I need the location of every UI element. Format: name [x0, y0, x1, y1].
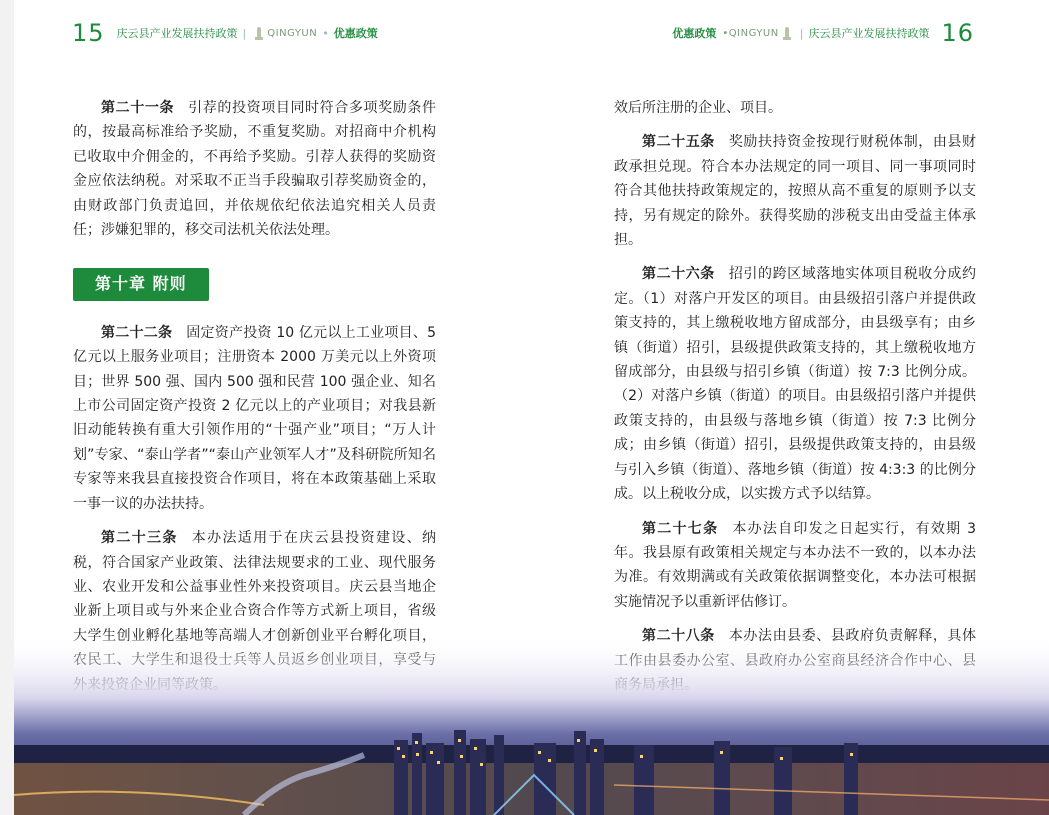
article-27	[614, 517, 976, 615]
chapter-heading: 第十章 附则	[73, 268, 209, 300]
right-column	[614, 96, 976, 707]
header-section-left: 优惠政策	[333, 27, 378, 40]
article-number: 第二十五条	[642, 134, 715, 151]
article-21	[73, 96, 436, 242]
page-edge	[0, 0, 14, 815]
tower-logo-icon	[783, 27, 791, 40]
article-number: 第二十一条	[101, 100, 175, 116]
header-dot-left: •	[322, 26, 329, 40]
article-text: 本办法适用于在庆云县投资建设、纳税，符合国家产业政策、法律法规要求的工业、现代服务业、农业开发和公益事业性外来投资项目。庆云县当地企业新上项目或与外来企业合资合作等方式新上项目，省级	[73, 530, 436, 620]
tower-logo-icon	[255, 27, 263, 40]
article-text: 奖励扶持资金按现行财税体制，由县财政承担兑现。符合本办法规定的同一项目、同一事项同时符合其他扶持政策规定的，按照从高不重复的原则予以支持，另有规定的除外。获得奖励的涉税支出由受益主体承担。	[614, 134, 977, 249]
article-number: 第二十二条	[101, 324, 173, 341]
article-text: 引荐的投资项目同时符合多项奖励条件的，按最高标准给予奖励，不重复奖励。对招商中介机构已收取中介佣金的，不再给予奖励。引荐人获得的奖励资金应依法纳税。对采取不正当手段骗取引荐奖励资金的，由财政部门负责追回，并依规依纪依法追究相关人员责任；涉嫌犯罪的，移交司法机关依法处理。	[73, 100, 437, 239]
article-text: 固定资产投资 10 亿元以上工业项目、5 亿元以上服务业项目；注册资本 2000 万美元以上外资项目；世界 500 强、国内 500 强和民营 100 强企业、知名上市公司固定资产投资 2 亿元以上的产业项目；对我县新旧动能转换有重大引领作用的“十强产业”项目；“万人计划”专家、“泰山学者”“泰山产业领军人才”及科研院所知名专家等来我县直接投资合作项目，将在本政策基础上采取一事一议的办法扶持。	[73, 324, 437, 512]
header-title-left: 庆云县产业发展扶持政策	[116, 27, 238, 40]
article-22	[73, 321, 436, 516]
header-separator-right: |	[799, 26, 804, 40]
header-left	[72, 18, 378, 48]
page-number-left: 15	[72, 19, 105, 47]
header-title-right: 庆云县产业发展扶持政策	[808, 27, 930, 40]
article-number: 第二十三条	[101, 530, 178, 547]
article-number: 第二十七条	[642, 520, 719, 537]
city-skyline-image	[14, 635, 1049, 815]
article-number: 第二十六条	[642, 266, 715, 283]
article-text: 本办法自印发之日起实行，有效期 3 年。我县原有政策相关规定与本办法不一致的，以本办法为准。有效期满或有关政策依据调整变化，本办法可根据实施情况予以重新评估修订。	[614, 520, 976, 610]
header-brand-left: QINGYUN	[267, 27, 318, 39]
header-brand-right: •QINGYUN	[722, 27, 779, 39]
article-text: 招引的跨区域落地实体项目税收分成约定。（1）对落户开发区的项目。由县级招引落户并提供政策支持的，其上缴税收地方留成部分，由县级享有；由乡镇（街道）招引，县级提供政策支持的，其上缴税收地方留成部分，由县级与招引乡镇（街道）按 7:3 比例分成。（2）对落户乡镇（街道）的项目。由县级招引落户并提供政策支持的，由县级与落地乡镇（街道）按 7:3 比例分成；由乡镇（街道）招引，县级提供政策支持的，由县级与引入乡镇（街道）、落地乡镇（街道）按 4:3:3 的比例分成。以上税收分成，以实拨方式予以结算。	[614, 266, 977, 503]
header-section-right: 优惠政策	[672, 27, 717, 40]
header-right	[672, 18, 974, 48]
article-25	[614, 130, 976, 252]
page-number-right: 16	[941, 19, 974, 47]
skyline-illustration	[14, 635, 1049, 815]
article-26	[614, 262, 976, 506]
header-separator-left: |	[242, 26, 247, 40]
article-24-continued: 效后所注册的企业、项目。	[614, 100, 782, 116]
